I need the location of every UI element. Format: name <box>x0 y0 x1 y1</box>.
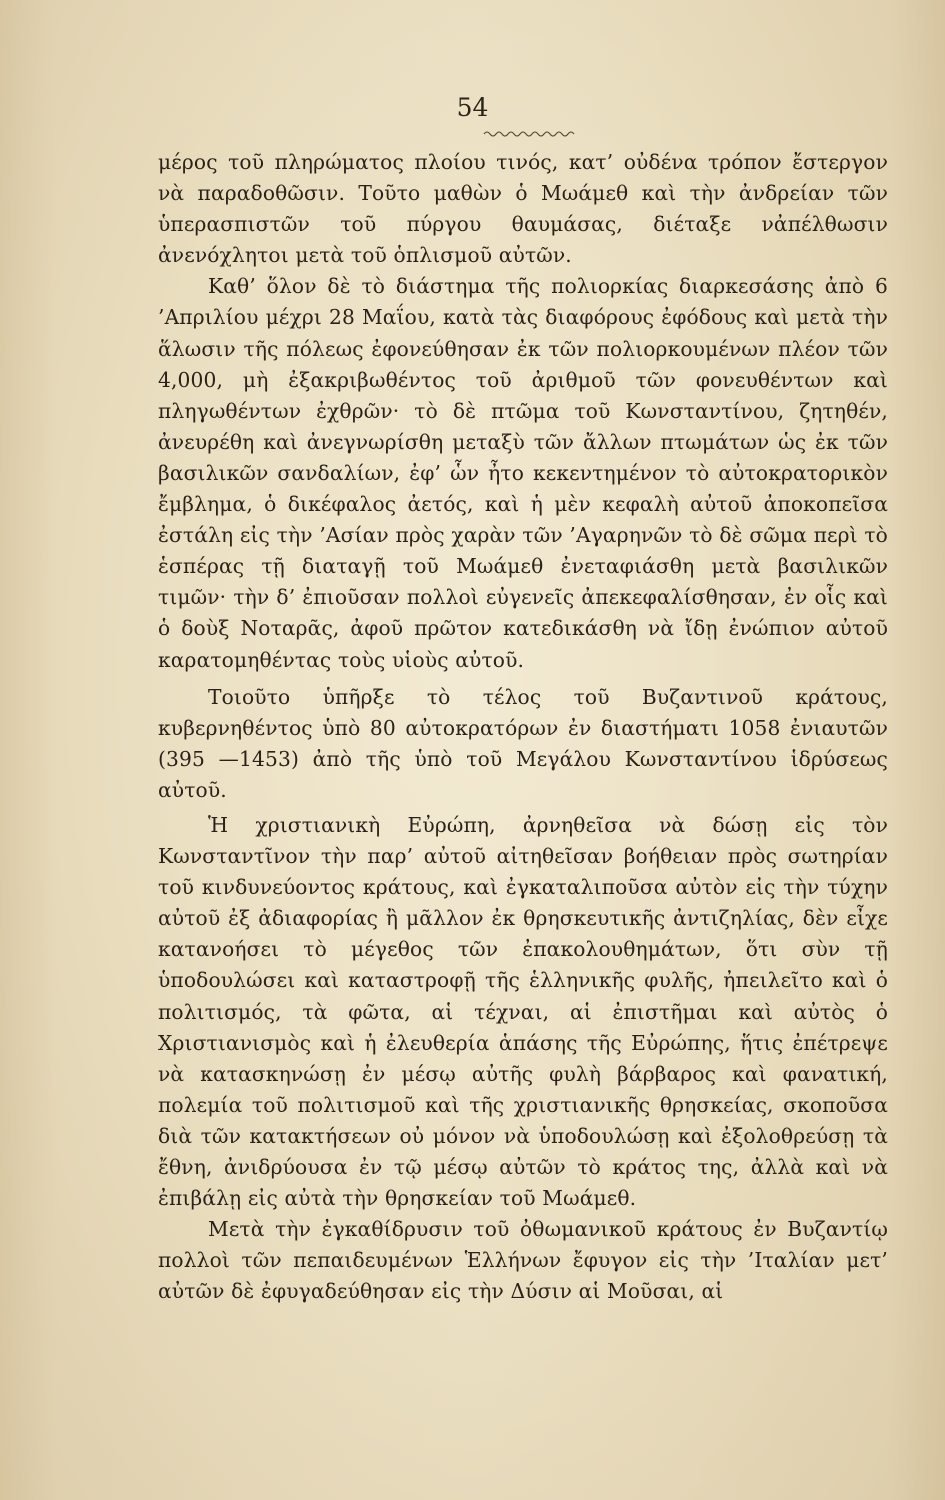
page-number: 54 <box>456 93 489 122</box>
wavy-rule-ornament <box>482 128 576 140</box>
paragraph-4: Ἡ χριστιανικὴ Εὐρώπη, ἀρνηθεῖσα νὰ δώσῃ εἰς τὸν Κωνσταντῖνον τὴν παρ’ αὐτοῦ αἰτηθεῖσαν βοήθειαν πρὸς σωτηρίαν τοῦ κινδυνεύοντος κράτους, καὶ ἐγκαταλιποῦσα αὐτὸν εἰς τὴν τύχην αὐτοῦ ἐξ ἀδιαφορίας ἢ μᾶλλον ἐκ θρησκευτικῆς ἀντιζηλίας, δὲν εἶχε κατανοήσει τὸ μέγεθος τῶν ἐπακολουθημάτων, ὅτι σὺν τῇ ὑποδουλώσει καὶ καταστροφῇ τῆς ἑλληνικῆς φυλῆς, ἠπειλεῖτο καὶ ὁ πολιτισμός, τὰ φῶτα, αἱ τέχναι, αἱ ἐπιστῆμαι καὶ αὐτὸς ὁ Χριστιανισμὸς καὶ ἡ ἐλευθερία ἁπάσης τῆς Εὐρώπης, ἥτις ἐπέτρεψε νὰ κατασκηνώσῃ ἐν μέσῳ αὐτῆς φυλὴ βάρβαρος καὶ φανατική, πολεμία τοῦ πολιτισμοῦ καὶ τῆς χριστιανικῆς θρησκείας, σκοποῦσα διὰ τῶν κατακτήσεων οὐ μόνον νὰ ὑποδουλώσῃ καὶ ἐξολοθρεύσῃ τὰ ἔθνη, ἀνιδρύουσα ἐν τῷ μέσῳ αὐτῶν τὸ κράτος της, ἀλλὰ καὶ νὰ ἐπιβάλῃ εἰς αὐτὰ τὴν θρησκείαν τοῦ Μωάμεθ. <box>158 812 888 1211</box>
body-text <box>158 147 888 1307</box>
paragraph-1: μέρος τοῦ πληρώματος πλοίου τινός, κατ’ οὐδένα τρόπον ἔστεργον νὰ παραδοθῶσιν. Τοῦτο μαθὼν ὁ Μωάμεθ καὶ τὴν ἀνδρείαν τῶν ὑπερασπιστῶν τοῦ πύργου θαυμάσας, διέταξε νἀπέλθωσιν ἀνενόχλητοι μετὰ τοῦ ὁπλισμοῦ αὐτῶν. <box>158 150 888 268</box>
paragraph-5: Μετὰ τὴν ἐγκαθίδρυσιν τοῦ ὀθωμανικοῦ κράτους ἐν Βυζαντίῳ πολλοὶ τῶν πεπαιδευμένων Ἑλλήνων ἔφυγον εἰς τὴν ’Ιταλίαν μετ’ αὐτῶν δὲ ἐφυγαδεύθησαν εἰς τὴν Δύσιν αἱ Μοῦσαι, αἱ <box>158 1217 888 1304</box>
paragraph-3: Τοιοῦτο ὑπῆρξε τὸ τέλος τοῦ Βυζαντινοῦ κράτους, κυβερνηθέντος ὑπὸ 80 αὐτοκρατόρων ἐν διαστήματι 1058 ἐνιαυτῶν (395 —1453) ἀπὸ τῆς ὑπὸ τοῦ Μεγάλου Κωνσταντίνου ἱδρύσεως αὐτοῦ. <box>158 684 888 802</box>
paragraph-2: Καθ’ ὅλον δὲ τὸ διάστημα τῆς πολιορκίας διαρκεσάσης ἀπὸ 6 ’Απριλίου μέχρι 28 Μαΐου, κατὰ τὰς διαφόρους ἐφόδους καὶ μετὰ τὴν ἅλωσιν τῆς πόλεως ἐφονεύθησαν ἐκ τῶν πολιορκουμένων πλέον τῶν 4,000, μὴ ἐξακριβωθέντος τοῦ ἀριθμοῦ τῶν φονευθέντων καὶ πληγωθέντων ἐχθρῶν· τὸ δὲ πτῶμα τοῦ Κωνσταντίνου, ζητηθέν, ἀνευρέθη καὶ ἀνεγνωρίσθη μεταξὺ τῶν ἄλλων πτωμάτων ὡς ἐκ τῶν βασιλικῶν σανδαλίων, ἐφ’ ὧν ἦτο κεκεντημένον τὸ αὐτοκρατορικὸν ἔμβλημα, ὁ δικέφαλος ἀετός, καὶ ἡ μὲν κεφαλὴ αὐτοῦ ἀποκοπεῖσα ἐστάλη εἰς τὴν ’Ασίαν πρὸς χαρὰν τῶν ’Αγαρηνῶν τὸ δὲ σῶμα περὶ τὸ ἑσπέρας τῇ διαταγῇ τοῦ Μωάμεθ ἐνεταφιάσθη μετὰ βασιλικῶν τιμῶν· τὴν δ’ ἐπιοῦσαν πολλοὶ εὐγενεῖς ἀπεκεφαλίσθησαν, ἐν οἷς καὶ ὁ δοὺξ Νοταρᾶς, ἀφοῦ πρῶτον κατεδικάσθη νὰ ἴδῃ ἐνώπιον αὐτοῦ καρατομηθέντας τοὺς υἱοὺς αὐτοῦ. <box>158 274 888 672</box>
